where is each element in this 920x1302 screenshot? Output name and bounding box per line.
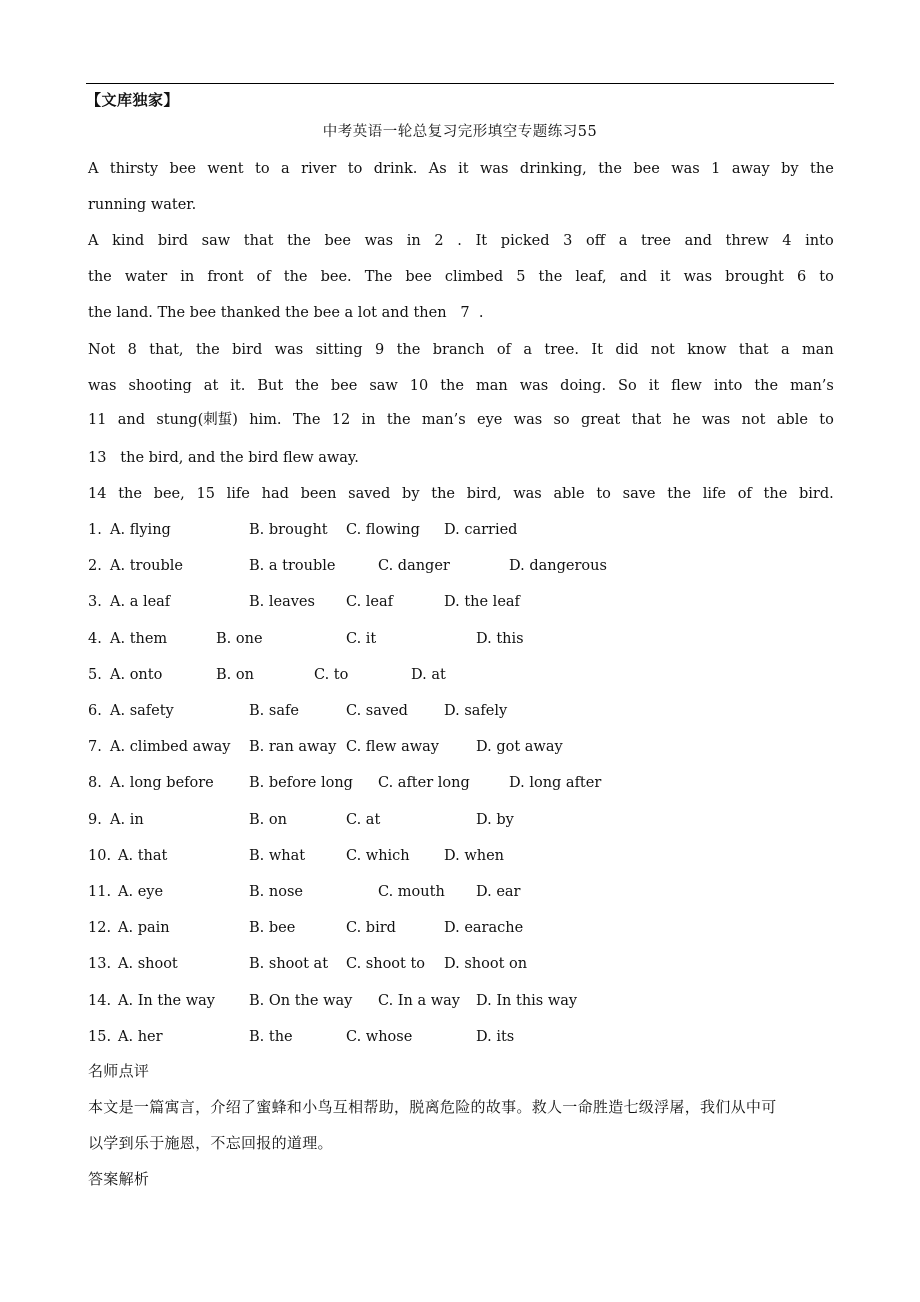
passage-word: the	[287, 233, 311, 249]
passage-word: shooting	[128, 378, 192, 394]
passage-word: was	[274, 342, 304, 358]
passage-word: the	[386, 412, 411, 428]
option-b: B. brought	[249, 522, 328, 538]
passage-word: But	[257, 378, 284, 394]
question-number: 9.	[88, 811, 102, 828]
passage-word: saw	[369, 378, 398, 394]
option-b: B. what	[249, 847, 306, 864]
passage-word: branch	[432, 342, 485, 358]
option-d: D. when	[444, 847, 504, 864]
passage-word: bee	[324, 233, 351, 249]
passage-word: stung(刺蜇)	[156, 412, 238, 428]
passage-word: brought	[725, 269, 784, 285]
passage-word: 10	[409, 378, 429, 394]
passage-word: into	[805, 233, 834, 249]
passage-word: was	[683, 269, 713, 285]
passage-word: to	[255, 161, 270, 177]
option-a: A. that	[118, 847, 168, 864]
passage-word: bird	[232, 342, 263, 358]
passage-word: to	[596, 486, 611, 502]
option-d: D. the leaf	[444, 594, 520, 611]
passage-word: As	[428, 161, 447, 177]
passage-word: was	[480, 161, 509, 177]
passage-word: bee	[405, 269, 432, 285]
passage-word: the	[667, 486, 691, 502]
passage-word: flew	[671, 378, 702, 394]
passage-word: life	[226, 486, 250, 502]
question-number: 5.	[88, 666, 102, 683]
passage-word: did	[615, 342, 639, 358]
passage-word: The	[292, 412, 321, 428]
doc-title: 中考英语一轮总复习完形填空专题练习55	[322, 124, 598, 140]
option-b: B. one	[216, 630, 263, 647]
option-a: A. eye	[118, 884, 164, 900]
passage-word: man	[802, 342, 834, 358]
option-b: B. On the way	[249, 992, 353, 1009]
question-number: 6.	[88, 703, 102, 719]
question-number: 3.	[88, 594, 102, 611]
option-c: C. after long	[378, 775, 470, 792]
passage-word: the	[763, 486, 788, 502]
option-c: C. flowing	[346, 522, 420, 538]
passage-word: drink.	[373, 161, 418, 177]
passage-word: of	[496, 342, 511, 358]
passage-word: 9	[374, 342, 385, 358]
passage-word: was	[364, 233, 394, 249]
passage-word: the	[598, 161, 622, 177]
passage-word: was	[88, 378, 117, 394]
passage-word: able	[553, 486, 585, 502]
option-d: D. long after	[509, 775, 602, 792]
option-d: D. dangerous	[509, 558, 607, 575]
passage-word: it	[648, 378, 660, 394]
passage-word: and	[619, 269, 647, 285]
passage-word: to	[819, 269, 834, 285]
question-number: 1.	[88, 522, 102, 538]
passage-word: a	[780, 342, 790, 358]
passage-word: by	[402, 486, 420, 502]
option-a: A. safety	[110, 703, 174, 719]
passage-word: him.	[249, 412, 282, 428]
question-number: 8.	[88, 775, 102, 792]
passage-word: was	[519, 378, 549, 394]
option-a: A. climbed away	[110, 739, 231, 756]
passage-word: 2	[434, 233, 444, 249]
review-text-line-2: 以学到乐于施恩，不忘回报的道理。	[88, 1134, 333, 1152]
header-rule	[86, 83, 834, 84]
passage-word: into	[713, 378, 743, 394]
passage-word: saved	[348, 486, 391, 502]
passage-word: bee,	[153, 486, 185, 502]
option-c: C. mouth	[378, 884, 445, 900]
passage-word: he	[672, 412, 691, 428]
passage-word: the	[431, 486, 455, 502]
passage-word: was	[513, 486, 542, 502]
passage-word: man’s	[421, 412, 466, 428]
passage-word: It	[475, 233, 488, 249]
question-number: 15.	[88, 1028, 112, 1045]
passage-word: a	[618, 233, 628, 249]
passage-word: bird	[157, 233, 188, 249]
passage-word: threw	[725, 233, 769, 249]
passage-word: life	[702, 486, 726, 502]
passage-word: man	[475, 378, 508, 394]
option-b: B. before long	[249, 775, 353, 792]
passage-word: tree.	[544, 342, 579, 358]
passage-line-6	[88, 340, 834, 360]
option-a: A. onto	[110, 666, 163, 683]
option-a: A. long before	[110, 775, 214, 792]
option-b: B. shoot at	[249, 956, 329, 973]
option-c: C. which	[346, 847, 410, 864]
passage-word: 5	[516, 269, 526, 285]
question-number: 12.	[88, 920, 112, 937]
passage-word: The	[364, 269, 393, 285]
passage-word: that	[738, 342, 769, 358]
passage-word: a	[523, 342, 532, 358]
passage-word: the	[295, 378, 319, 394]
answers-heading: 答案解析	[88, 1170, 150, 1188]
option-d: D. carried	[444, 522, 518, 538]
passage-word: off	[586, 233, 606, 249]
option-a: A. flying	[110, 522, 171, 538]
passage-word: to	[819, 412, 834, 428]
passage-word: river	[301, 161, 337, 177]
passage-word: water	[124, 269, 168, 285]
passage-word: 3	[563, 233, 573, 249]
question-number: 2.	[88, 558, 102, 575]
question-number: 4.	[88, 630, 102, 647]
passage-word: bee	[330, 378, 358, 394]
passage-line-10	[88, 484, 834, 504]
passage-word: the	[118, 486, 142, 502]
passage-word: 11	[88, 412, 107, 428]
passage-word: it.	[230, 378, 246, 394]
question-number: 7.	[88, 739, 102, 756]
option-c: C. danger	[378, 558, 450, 575]
passage-word: that,	[149, 342, 184, 358]
passage-word: the	[538, 269, 563, 285]
passage-word: drinking,	[519, 161, 587, 177]
option-d: D. its	[476, 1028, 515, 1045]
passage-line-7	[88, 376, 834, 396]
passage-word: leaf,	[575, 269, 607, 285]
passage-word: 8	[127, 342, 137, 358]
option-a: A. them	[110, 630, 168, 647]
option-d: D. ear	[476, 884, 521, 900]
option-b: B. safe	[249, 703, 299, 719]
option-c: C. to	[314, 666, 349, 683]
passage-word: front	[207, 269, 244, 285]
passage-word: the	[88, 269, 112, 285]
passage-word: sitting	[315, 342, 363, 358]
option-d: D. this	[476, 630, 524, 647]
passage-word: a	[280, 161, 290, 177]
passage-word: and	[684, 233, 712, 249]
passage-word: .	[457, 233, 462, 249]
passage-word: was	[701, 412, 731, 428]
passage-word: in	[180, 269, 195, 285]
passage-word: it	[458, 161, 469, 177]
option-c: C. shoot to	[346, 956, 426, 973]
passage-word: the	[195, 342, 220, 358]
passage-word: bee	[169, 161, 196, 177]
option-b: B. nose	[249, 884, 303, 900]
option-b: B. on	[216, 666, 254, 683]
passage-word: save	[622, 486, 656, 502]
passage-word: was	[671, 161, 700, 177]
option-c: C. at	[346, 811, 381, 828]
option-c: C. whose	[346, 1028, 413, 1045]
passage-line-1	[88, 159, 834, 179]
passage-word: of	[737, 486, 752, 502]
passage-word: had	[261, 486, 289, 502]
option-a: A. In the way	[118, 992, 215, 1009]
passage-word: so	[553, 412, 570, 428]
option-c: C. In a way	[378, 992, 460, 1009]
option-d: D. safely	[444, 703, 508, 719]
option-d: D. by	[476, 811, 514, 828]
passage-word: at	[203, 378, 219, 394]
question-number: 13.	[88, 956, 112, 973]
passage-word: picked	[500, 233, 550, 249]
passage-word: man’s	[790, 378, 834, 394]
passage-word: A	[88, 233, 99, 249]
passage-word: and	[117, 412, 146, 428]
option-c: C. bird	[346, 920, 396, 937]
passage-word: the	[754, 378, 779, 394]
option-b: B. a trouble	[249, 558, 336, 575]
passage-word: 4	[782, 233, 792, 249]
option-a: A. trouble	[110, 558, 184, 575]
option-a: A. pain	[118, 920, 170, 937]
passage-word: bee.	[320, 269, 352, 285]
passage-word: the	[396, 342, 421, 358]
option-a: A. in	[110, 811, 144, 828]
option-d: D. shoot on	[444, 956, 528, 973]
passage-word: bird.	[799, 486, 834, 502]
passage-word: away	[731, 161, 770, 177]
passage-word: It	[591, 342, 603, 358]
passage-word: it	[660, 269, 671, 285]
option-b: B. leaves	[249, 594, 315, 611]
passage-line-4	[88, 267, 834, 287]
passage-word: saw	[201, 233, 231, 249]
passage-word: 1	[711, 161, 721, 177]
option-c: C. flew away	[346, 739, 439, 756]
passage-word: tree	[641, 233, 671, 249]
option-d: D. got away	[476, 739, 563, 756]
passage-line-2: running water.	[88, 197, 197, 213]
passage-word: know	[687, 342, 727, 358]
passage-word: was	[513, 412, 543, 428]
passage-word: kind	[112, 233, 145, 249]
passage-word: bee	[633, 161, 660, 177]
passage-word: eye	[477, 412, 503, 428]
passage-word: to	[347, 161, 363, 177]
option-a: A. shoot	[118, 956, 178, 973]
option-b: B. the	[249, 1028, 293, 1045]
passage-word: doing.	[560, 378, 607, 394]
review-heading: 名师点评	[88, 1062, 150, 1080]
option-d: D. at	[411, 666, 446, 683]
passage-word: not	[650, 342, 675, 358]
passage-word: in	[361, 412, 376, 428]
question-number: 11.	[88, 884, 112, 900]
option-d: D. earache	[444, 920, 524, 937]
option-d: D. In this way	[476, 992, 578, 1009]
passage-word: that	[243, 233, 274, 249]
question-number: 10.	[88, 847, 112, 864]
passage-word: not	[741, 412, 766, 428]
option-a: A. her	[118, 1028, 163, 1045]
option-a: A. a leaf	[110, 594, 171, 611]
review-text-line-1: 本文是一篇寓言，介绍了蜜蜂和小鸟互相帮助，脱离危险的故事。救人一命胜造七级浮屠，我们从中可	[88, 1098, 777, 1116]
passage-line-8	[88, 410, 834, 430]
passage-word: A	[88, 161, 99, 177]
option-b: B. ran away	[249, 739, 337, 756]
passage-word: great	[580, 412, 621, 428]
passage-word: 14	[88, 486, 107, 502]
passage-line-3	[88, 231, 834, 251]
passage-word: So	[618, 378, 637, 394]
doc-tag: 【文库独家】	[86, 91, 180, 109]
option-c: C. it	[346, 630, 377, 647]
passage-word: by	[781, 161, 799, 177]
passage-line-5: the land. The bee thanked the bee a lot and then 7 .	[88, 305, 484, 321]
option-c: C. saved	[346, 703, 408, 719]
option-c: C. leaf	[346, 594, 394, 611]
option-b: B. bee	[249, 920, 296, 937]
passage-word: that	[631, 412, 662, 428]
passage-word: in	[406, 233, 421, 249]
passage-word: the	[440, 378, 464, 394]
question-number: 14.	[88, 992, 112, 1009]
passage-word: been	[300, 486, 337, 502]
passage-word: 6	[796, 269, 807, 285]
passage-word: 15	[196, 486, 215, 502]
passage-word: thirsty	[109, 161, 159, 177]
passage-word: 12	[331, 412, 351, 428]
passage-word: bird,	[466, 486, 502, 502]
passage-word: climbed	[444, 269, 504, 285]
option-b: B. on	[249, 811, 287, 828]
passage-word: of	[256, 269, 271, 285]
passage-word: Not	[88, 342, 116, 358]
passage-word: the	[283, 269, 308, 285]
passage-word: went	[207, 161, 244, 177]
passage-word: the	[810, 161, 834, 177]
passage-word: able	[776, 412, 808, 428]
passage-line-9: 13 the bird, and the bird flew away.	[88, 450, 359, 466]
